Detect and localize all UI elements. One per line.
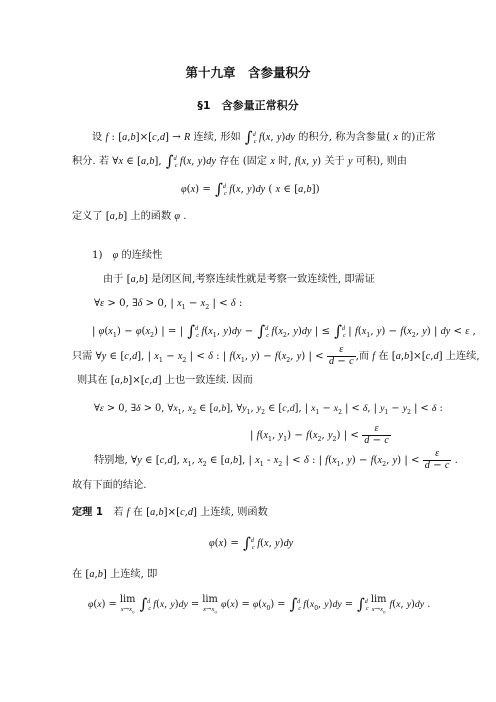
continuity-line-8: 特别地, ∀y ∈ [c,d], $x_1$, $x_2$ ∈ [a,b], | $x_1 - x_2$ | < δ : | $f(x_1$, $y) - f(x_2$, y) | < $\frac{\varepsilon}{d - c}$ . bbox=[94, 448, 458, 471]
intro-line-1: 设 f : [a,b]×[c,d] → R 连续, 形如 $\int_c^d$ f(x, y)dy 的积分, 称为含参量( x 的)正常 bbox=[92, 128, 436, 146]
intro-line-2: 积分. 若 ∀x ∈ [a,b], $\int_c^d$ f(x, y)dy 存在 (固定 x 时, f(x, y) 关于 y 可积), 则由 bbox=[72, 152, 407, 170]
continuity-line-5: 则其在 [a,b]×[c,d] 上也一致连续. 因而 bbox=[77, 375, 253, 386]
theorem-1-after: 在 [a,b] 上连续, 即 bbox=[72, 569, 158, 580]
continuity-line-7: | $f(x_1$, $y_1) - f(x_2$, $y_2$) | < $\frac{\varepsilon}{d - c}$ bbox=[250, 423, 389, 446]
phi-definition: $\varphi(x) = \int_c^d$ f(x, y)dy ( x ∈ [a,b]) bbox=[181, 180, 320, 198]
subsection-1-title: 1) φ 的连续性 bbox=[92, 250, 163, 261]
continuity-line-6: ∀ε > 0, ∃δ > 0, $\forall x_1$, $x_2$ ∈ [a,b], $\forall y_1$, $y_2$ ∈ [c,d], | $x_1 - x_2$ | < δ, | $y_1 - y_2$ | < δ : bbox=[94, 403, 443, 416]
continuity-line-4: 只需 ∀y ∈ [c,d], | $x_1 - x_2$ | < δ : | $f(x_1$, $y) - f(x_2$, y) | < $\frac{\varepsilon}{d - c}$ ,而 f 在 [a,b]×[c,d] 上连续, bbox=[72, 344, 480, 367]
theorem-1-statement: 定理 1 若 f 在 [a,b]×[c,d] 上连续, 则函数 bbox=[72, 507, 268, 518]
chapter-title: 第十九章 含参量积分 bbox=[185, 65, 311, 80]
section-title: §1 含参量正常积分 bbox=[197, 99, 299, 112]
continuity-line-9: 故有下面的结论. bbox=[72, 480, 147, 491]
theorem-1-formula: $\varphi(x) = \int_c^d$ f(x, y)dy bbox=[209, 534, 294, 552]
theorem-label: 定理 1 bbox=[72, 507, 104, 518]
continuity-line-1: 由于 [a,b] 是闭区间,考察连续性就是考察一致连续性, 即需证 bbox=[103, 274, 375, 285]
theorem-1-limit-formula: φ(x) = lim $x\to x_0$ $\int_c^d$ f(x, y)dy = lim $x\to x_0$ $\varphi(x) = \varphi(x_0) = \int_c^d$ $f(x_0$, $y)dy = \int_c^d$ lim $x\to x_0$ f(x, y)dy . bbox=[88, 594, 431, 615]
continuity-line-3: | $\varphi(x_1) - \varphi(x_2)$ | = | $\int_c^d$ $f(x_1$, $y)dy - \int_c^d$ $f(x_2$, y)dy | ≤ $\int_c^d$ | $f(x_1$, $y) - f(x_2$, y) | dy < ε , bbox=[92, 322, 476, 340]
intro-line-4: 定义了 [a,b] 上的函数 φ . bbox=[72, 211, 187, 222]
continuity-line-2: ∀ε > 0, ∃δ > 0, | $x_1 - x_2$ | < δ : bbox=[94, 298, 243, 312]
